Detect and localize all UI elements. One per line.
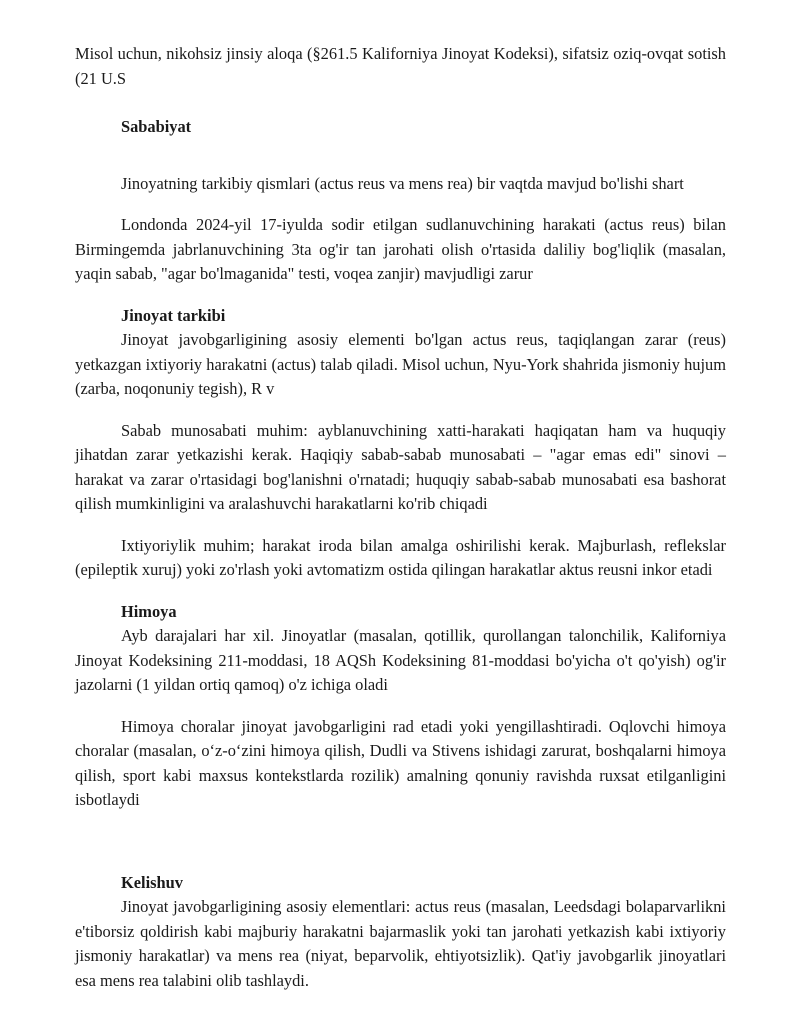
heading-jinoyat-tarkibi: Jinoyat tarkibi bbox=[121, 305, 226, 325]
himoya-paragraph-1: Ayb darajalari har xil. Jinoyatlar (masalan, qotillik, qurollangan talonchilik, Kaliforniya Jinoyat Kodeksining 211-moddasi, 18 AQSh Kodeksining 81-moddasi bo'yicha o't qo'yish) og'ir jazolarni (1 yildan ortiq qamoq) o'z ichiga oladi bbox=[75, 626, 726, 694]
document-page bbox=[75, 42, 726, 993]
sababiyat-paragraph-1: Jinoyatning tarkibiy qismlari (actus reus va mens rea) bir vaqtda mavjud bo'lishi shart bbox=[121, 173, 684, 193]
himoya-paragraph-2: Himoya choralar jinoyat javobgarligini rad etadi yoki yengillashtiradi. Oqlovchi himoya choralar (masalan, o‘z-o‘zini himoya qilish, Dudli va Stivens ishidagi zarurat, boshqalarni himoya qilish, sport kabi maxsus kontekstlarda rozilik) amalning qonuniy ravishda ruxsat etilganligini isbotlaydi bbox=[75, 716, 726, 809]
heading-himoya: Himoya bbox=[121, 601, 177, 621]
kelishuv-paragraph-1: Jinoyat javobgarligining asosiy elementlari: actus reus (masalan, Leedsdagi bolaparvarlikni e'tiborsiz qoldirish kabi majburiy harakatni bajarmaslik yoki tan jarohati yetkazish kabi ixtiyoriy jismoniy harakatlar) va mens rea (niyat, beparvolik, ehtiyotsizlik). Qat'iy javobgarlik jinoyatlari esa mens rea talabini olib tashlaydi. bbox=[75, 897, 726, 990]
heading-kelishuv: Kelishuv bbox=[121, 872, 183, 892]
sababiyat-paragraph-2: Londonda 2024-yil 17-iyulda sodir etilgan sudlanuvchining harakati (actus reus) bilan Birmingemda jabrlanuvchining 3ta og'ir tan jarohati olish o'rtasida daliliy bog'liqlik (masalan, yaqin sabab, "agar bo'lmaganida" testi, voqea zanjir) mavjudligi zarur bbox=[75, 215, 726, 283]
jinoyat-tarkibi-paragraph-3: Ixtiyoriylik muhim; harakat iroda bilan amalga oshirilishi kerak. Majburlash, reflekslar (epileptik xuruj) yoki zo'rlash yoki avtomatizm ostida qilingan harakatlar aktus reusni inkor etadi bbox=[75, 535, 726, 579]
intro-paragraph: Misol uchun, nikohsiz jinsiy aloqa (§261.5 Kaliforniya Jinoyat Kodeksi), sifatsiz oziq-ovqat sotish (21 U.S bbox=[75, 44, 726, 88]
jinoyat-tarkibi-paragraph-2: Sabab munosabati muhim: ayblanuvchining xatti-harakati haqiqatan ham va huquqiy jihatdan zarar yetkazishi kerak. Haqiqiy sabab-sabab munosabati – "agar emas edi" sinovi – harakat va zarar o'rtasidagi bog'lanishni o'rnatadi; huquqiy sabab-sabab munosabati esa bashorat qilish mumkinligini va aralashuvchi harakatlarni ko'rib chiqadi bbox=[75, 420, 726, 513]
heading-sababiyat: Sababiyat bbox=[121, 117, 192, 136]
jinoyat-tarkibi-paragraph-1: Jinoyat javobgarligining asosiy elementi bo'lgan actus reus, taqiqlangan zarar (reus) yetkazgan ixtiyoriy harakatni (actus) talab qiladi. Misol uchun, Nyu-York shahrida jismoniy hujum (zarba, noqonuniy tegish), R v bbox=[75, 330, 726, 398]
